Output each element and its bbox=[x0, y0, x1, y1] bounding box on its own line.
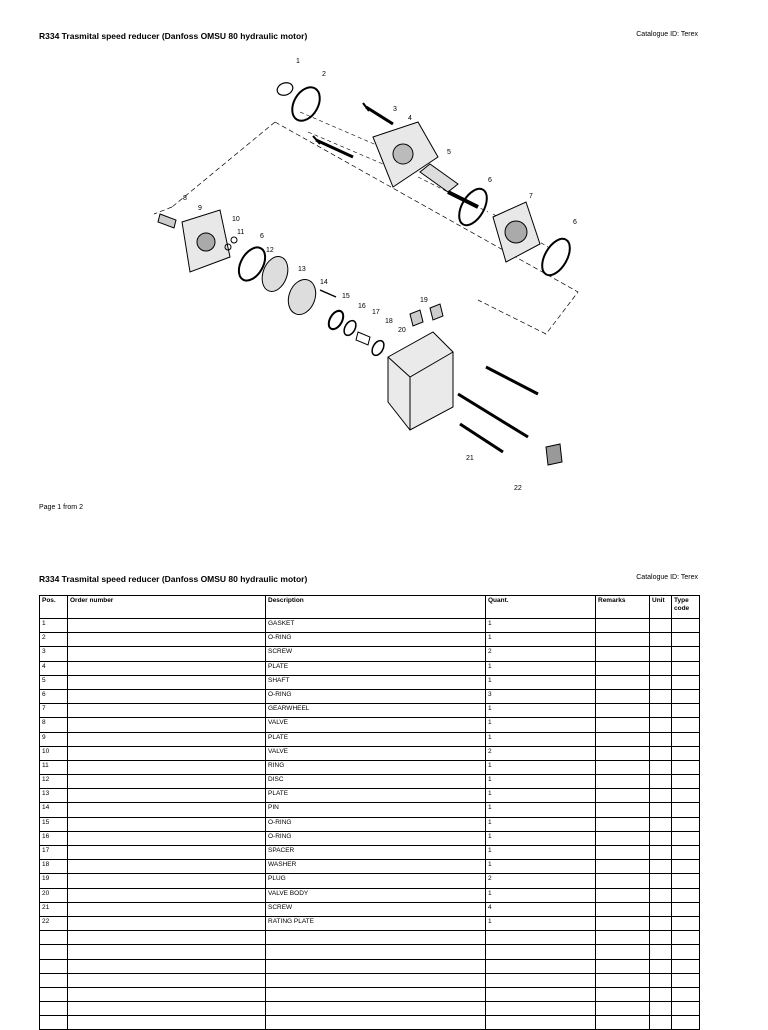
callout: 12 bbox=[266, 247, 274, 254]
table-cell-quant: 2 bbox=[486, 746, 596, 760]
table-cell-unit bbox=[650, 746, 672, 760]
table-cell-order bbox=[68, 775, 266, 789]
table-row bbox=[40, 633, 700, 647]
table-cell-empty bbox=[266, 931, 486, 945]
table-cell-type bbox=[672, 860, 700, 874]
table-cell-unit bbox=[650, 661, 672, 675]
table-row bbox=[40, 718, 700, 732]
table-header-row bbox=[40, 596, 700, 619]
table-cell-pos: 22 bbox=[40, 916, 68, 930]
table-cell-unit bbox=[650, 732, 672, 746]
table-cell-empty bbox=[486, 1016, 596, 1030]
table-cell-empty bbox=[672, 1016, 700, 1030]
table-cell-order bbox=[68, 661, 266, 675]
table-row bbox=[40, 803, 700, 817]
table-cell-empty bbox=[596, 1016, 650, 1030]
table-cell-empty bbox=[596, 987, 650, 1001]
table-cell-quant: 1 bbox=[486, 775, 596, 789]
table-cell-order bbox=[68, 619, 266, 633]
table-cell-empty bbox=[40, 959, 68, 973]
table-row-empty bbox=[40, 959, 700, 973]
table-cell-remarks bbox=[596, 803, 650, 817]
table-row-empty bbox=[40, 1002, 700, 1016]
table-cell-unit bbox=[650, 718, 672, 732]
table-cell-unit bbox=[650, 888, 672, 902]
callout: 5 bbox=[447, 149, 451, 156]
table-cell-empty bbox=[672, 973, 700, 987]
table-cell-remarks bbox=[596, 760, 650, 774]
catalogue-id: Catalogue ID: Terex bbox=[636, 31, 698, 38]
table-cell-order bbox=[68, 902, 266, 916]
table-cell-empty bbox=[486, 959, 596, 973]
table-cell-order bbox=[68, 916, 266, 930]
table-cell-empty bbox=[266, 1002, 486, 1016]
table-cell-pos: 3 bbox=[40, 647, 68, 661]
table-cell-type bbox=[672, 661, 700, 675]
callout: 17 bbox=[372, 309, 380, 316]
table-cell-empty bbox=[68, 959, 266, 973]
table-cell-empty bbox=[486, 945, 596, 959]
table-cell-type bbox=[672, 902, 700, 916]
table-row-empty bbox=[40, 987, 700, 1001]
table-row-empty bbox=[40, 1016, 700, 1030]
table-cell-pos: 16 bbox=[40, 831, 68, 845]
table-cell-order bbox=[68, 860, 266, 874]
table-cell-remarks bbox=[596, 846, 650, 860]
table-cell-order bbox=[68, 704, 266, 718]
table-cell-pos: 13 bbox=[40, 789, 68, 803]
table-cell-empty bbox=[650, 987, 672, 1001]
table-row bbox=[40, 746, 700, 760]
table-cell-remarks bbox=[596, 888, 650, 902]
table-row bbox=[40, 916, 700, 930]
table-cell-empty bbox=[486, 987, 596, 1001]
table-cell-desc: O-RING bbox=[266, 831, 486, 845]
table-cell-unit bbox=[650, 803, 672, 817]
table-cell-desc: RATING PLATE bbox=[266, 916, 486, 930]
table-cell-type bbox=[672, 689, 700, 703]
table-row bbox=[40, 661, 700, 675]
page-footer: Page 1 from 2 bbox=[39, 504, 83, 511]
table-cell-quant: 1 bbox=[486, 704, 596, 718]
table-cell-quant: 1 bbox=[486, 732, 596, 746]
table-cell-remarks bbox=[596, 675, 650, 689]
table-cell-empty bbox=[266, 987, 486, 1001]
table-cell-order bbox=[68, 675, 266, 689]
table-row bbox=[40, 704, 700, 718]
table-cell-type bbox=[672, 619, 700, 633]
table-cell-empty bbox=[650, 959, 672, 973]
table-cell-pos: 5 bbox=[40, 675, 68, 689]
table-cell-unit bbox=[650, 831, 672, 845]
table-cell-quant: 1 bbox=[486, 633, 596, 647]
table-cell-type bbox=[672, 846, 700, 860]
table-cell-desc: PLUG bbox=[266, 874, 486, 888]
table-cell-empty bbox=[40, 987, 68, 1001]
table-cell-quant: 1 bbox=[486, 619, 596, 633]
table-cell-pos: 1 bbox=[40, 619, 68, 633]
table-cell-remarks bbox=[596, 831, 650, 845]
table-cell-order bbox=[68, 760, 266, 774]
column-header-type: Type code bbox=[672, 596, 700, 619]
table-cell-remarks bbox=[596, 689, 650, 703]
table-row bbox=[40, 831, 700, 845]
table-cell-pos: 10 bbox=[40, 746, 68, 760]
table-cell-order bbox=[68, 746, 266, 760]
table-row bbox=[40, 619, 700, 633]
table-cell-empty bbox=[266, 973, 486, 987]
table-cell-quant: 1 bbox=[486, 661, 596, 675]
table-cell-empty bbox=[596, 1002, 650, 1016]
table-cell-desc: SHAFT bbox=[266, 675, 486, 689]
table-cell-desc: O-RING bbox=[266, 689, 486, 703]
table-cell-unit bbox=[650, 689, 672, 703]
table-cell-desc: SPACER bbox=[266, 846, 486, 860]
table-row bbox=[40, 846, 700, 860]
table-row bbox=[40, 732, 700, 746]
table-cell-order bbox=[68, 789, 266, 803]
table-cell-order bbox=[68, 831, 266, 845]
table-cell-remarks bbox=[596, 902, 650, 916]
table-cell-unit bbox=[650, 633, 672, 647]
table-cell-pos: 17 bbox=[40, 846, 68, 860]
table-cell-desc: GASKET bbox=[266, 619, 486, 633]
table-row bbox=[40, 860, 700, 874]
table-cell-remarks bbox=[596, 661, 650, 675]
page-title: R334 Trasmital speed reducer (Danfoss OMSU 80 hydraulic motor) bbox=[39, 31, 308, 41]
table-cell-order bbox=[68, 718, 266, 732]
table-cell-type bbox=[672, 775, 700, 789]
table-cell-order bbox=[68, 817, 266, 831]
table-row bbox=[40, 817, 700, 831]
table-cell-empty bbox=[40, 931, 68, 945]
table-cell-pos: 19 bbox=[40, 874, 68, 888]
table-cell-unit bbox=[650, 675, 672, 689]
callout: 9 bbox=[198, 205, 202, 212]
table-cell-remarks bbox=[596, 732, 650, 746]
table-cell-empty bbox=[650, 1016, 672, 1030]
catalogue-id-2: Catalogue ID: Terex bbox=[636, 574, 698, 581]
table-row-empty bbox=[40, 931, 700, 945]
table-row bbox=[40, 902, 700, 916]
table-cell-pos: 14 bbox=[40, 803, 68, 817]
table-cell-remarks bbox=[596, 619, 650, 633]
table-cell-quant: 1 bbox=[486, 817, 596, 831]
table-row bbox=[40, 789, 700, 803]
table-cell-pos: 6 bbox=[40, 689, 68, 703]
table-cell-type bbox=[672, 675, 700, 689]
table-cell-unit bbox=[650, 874, 672, 888]
table-cell-order bbox=[68, 689, 266, 703]
table-cell-desc: VALVE bbox=[266, 718, 486, 732]
table-cell-unit bbox=[650, 704, 672, 718]
table-cell-type bbox=[672, 704, 700, 718]
table-cell-desc: DISC bbox=[266, 775, 486, 789]
table-cell-unit bbox=[650, 902, 672, 916]
table-cell-desc: O-RING bbox=[266, 633, 486, 647]
table-cell-remarks bbox=[596, 916, 650, 930]
callout: 3 bbox=[393, 106, 397, 113]
table-cell-remarks bbox=[596, 647, 650, 661]
table-cell-quant: 1 bbox=[486, 760, 596, 774]
table-cell-remarks bbox=[596, 775, 650, 789]
callout: 11 bbox=[237, 229, 245, 236]
table-cell-type bbox=[672, 789, 700, 803]
table-cell-order bbox=[68, 803, 266, 817]
table-cell-empty bbox=[596, 973, 650, 987]
callout: 10 bbox=[232, 216, 240, 223]
table-row bbox=[40, 689, 700, 703]
table-cell-empty bbox=[68, 945, 266, 959]
table-cell-order bbox=[68, 647, 266, 661]
table-cell-quant: 1 bbox=[486, 789, 596, 803]
table-cell-order bbox=[68, 846, 266, 860]
table-row-empty bbox=[40, 973, 700, 987]
table-cell-quant: 1 bbox=[486, 718, 596, 732]
callout: 20 bbox=[398, 327, 406, 334]
table-cell-quant: 1 bbox=[486, 675, 596, 689]
table-cell-empty bbox=[650, 973, 672, 987]
column-header-description: Description bbox=[266, 596, 486, 619]
callout: 15 bbox=[342, 293, 350, 300]
table-cell-pos: 20 bbox=[40, 888, 68, 902]
table-cell-empty bbox=[68, 931, 266, 945]
callout: 6 bbox=[260, 233, 264, 240]
table-cell-type bbox=[672, 831, 700, 845]
table-cell-empty bbox=[650, 945, 672, 959]
table-cell-unit bbox=[650, 860, 672, 874]
callout: 4 bbox=[408, 115, 412, 122]
table-cell-pos: 7 bbox=[40, 704, 68, 718]
table-cell-empty bbox=[596, 945, 650, 959]
table-cell-quant: 1 bbox=[486, 916, 596, 930]
callout: 18 bbox=[385, 318, 393, 325]
callout: 13 bbox=[298, 266, 306, 273]
table-cell-desc: PLATE bbox=[266, 789, 486, 803]
table-cell-empty bbox=[266, 1016, 486, 1030]
table-row bbox=[40, 760, 700, 774]
table-cell-empty bbox=[650, 931, 672, 945]
table-cell-empty bbox=[40, 945, 68, 959]
callout: 22 bbox=[514, 485, 522, 492]
table-cell-remarks bbox=[596, 746, 650, 760]
table-cell-desc: SCREW bbox=[266, 902, 486, 916]
table-cell-type bbox=[672, 916, 700, 930]
parts-table bbox=[39, 595, 700, 1030]
table-cell-remarks bbox=[596, 860, 650, 874]
table-cell-pos: 18 bbox=[40, 860, 68, 874]
table-cell-unit bbox=[650, 619, 672, 633]
table-cell-pos: 4 bbox=[40, 661, 68, 675]
table-row bbox=[40, 888, 700, 902]
table-cell-type bbox=[672, 803, 700, 817]
callout: 19 bbox=[420, 297, 428, 304]
table-cell-type bbox=[672, 817, 700, 831]
table-cell-pos: 11 bbox=[40, 760, 68, 774]
table-cell-type bbox=[672, 647, 700, 661]
callout: 8 bbox=[183, 195, 187, 202]
callout: 21 bbox=[466, 455, 474, 462]
table-cell-empty bbox=[672, 959, 700, 973]
table-row-empty bbox=[40, 945, 700, 959]
table-cell-unit bbox=[650, 817, 672, 831]
table-cell-empty bbox=[672, 1002, 700, 1016]
table-cell-unit bbox=[650, 916, 672, 930]
table-cell-empty bbox=[40, 973, 68, 987]
callout: 1 bbox=[296, 58, 300, 65]
table-cell-pos: 15 bbox=[40, 817, 68, 831]
table-cell-unit bbox=[650, 647, 672, 661]
table-cell-quant: 1 bbox=[486, 831, 596, 845]
table-cell-empty bbox=[650, 1002, 672, 1016]
table-cell-quant: 1 bbox=[486, 888, 596, 902]
table-cell-quant: 4 bbox=[486, 902, 596, 916]
table-cell-unit bbox=[650, 760, 672, 774]
table-cell-remarks bbox=[596, 704, 650, 718]
table-cell-quant: 3 bbox=[486, 689, 596, 703]
table-cell-order bbox=[68, 874, 266, 888]
table-cell-empty bbox=[68, 1002, 266, 1016]
table-row bbox=[40, 675, 700, 689]
table-cell-desc: VALVE bbox=[266, 746, 486, 760]
callout: 14 bbox=[320, 279, 328, 286]
table-cell-empty bbox=[486, 931, 596, 945]
table-cell-empty bbox=[672, 987, 700, 1001]
table-cell-desc: PLATE bbox=[266, 732, 486, 746]
table-cell-desc: SCREW bbox=[266, 647, 486, 661]
table-cell-type bbox=[672, 874, 700, 888]
table-cell-empty bbox=[672, 931, 700, 945]
table-cell-quant: 1 bbox=[486, 860, 596, 874]
table-cell-type bbox=[672, 718, 700, 732]
table-cell-remarks bbox=[596, 718, 650, 732]
table-cell-empty bbox=[266, 945, 486, 959]
table-cell-pos: 2 bbox=[40, 633, 68, 647]
exploded-view-drawing bbox=[148, 52, 594, 492]
page-title-2: R334 Trasmital speed reducer (Danfoss OMSU 80 hydraulic motor) bbox=[39, 574, 308, 584]
table-cell-order bbox=[68, 732, 266, 746]
table-cell-type bbox=[672, 760, 700, 774]
table-cell-pos: 21 bbox=[40, 902, 68, 916]
table-cell-empty bbox=[40, 1002, 68, 1016]
callout: 7 bbox=[529, 193, 533, 200]
column-header-quantity: Quant. bbox=[486, 596, 596, 619]
column-header-order: Order number bbox=[68, 596, 266, 619]
table-cell-desc: PLATE bbox=[266, 661, 486, 675]
table-cell-type bbox=[672, 888, 700, 902]
table-row bbox=[40, 647, 700, 661]
table-cell-desc: VALVE BODY bbox=[266, 888, 486, 902]
table-cell-empty bbox=[40, 1016, 68, 1030]
table-row bbox=[40, 775, 700, 789]
table-cell-remarks bbox=[596, 789, 650, 803]
table-cell-empty bbox=[596, 959, 650, 973]
table-cell-empty bbox=[596, 931, 650, 945]
table-cell-type bbox=[672, 746, 700, 760]
column-header-unit: Unit bbox=[650, 596, 672, 619]
table-cell-desc: O-RING bbox=[266, 817, 486, 831]
table-cell-unit bbox=[650, 789, 672, 803]
table-cell-empty bbox=[672, 945, 700, 959]
table-cell-desc: RING bbox=[266, 760, 486, 774]
table-cell-desc: GEARWHEEL bbox=[266, 704, 486, 718]
callout: 6 bbox=[488, 177, 492, 184]
table-cell-desc: PIN bbox=[266, 803, 486, 817]
table-cell-empty bbox=[486, 973, 596, 987]
table-cell-unit bbox=[650, 775, 672, 789]
table-cell-order bbox=[68, 888, 266, 902]
table-cell-remarks bbox=[596, 817, 650, 831]
table-cell-empty bbox=[68, 973, 266, 987]
table-cell-quant: 2 bbox=[486, 874, 596, 888]
callout: 16 bbox=[358, 303, 366, 310]
callout: 2 bbox=[322, 71, 326, 78]
table-cell-pos: 12 bbox=[40, 775, 68, 789]
table-cell-quant: 2 bbox=[486, 647, 596, 661]
table-cell-empty bbox=[68, 987, 266, 1001]
column-header-remarks: Remarks bbox=[596, 596, 650, 619]
table-cell-unit bbox=[650, 846, 672, 860]
table-row bbox=[40, 874, 700, 888]
table-cell-order bbox=[68, 633, 266, 647]
table-cell-type bbox=[672, 633, 700, 647]
table-cell-pos: 8 bbox=[40, 718, 68, 732]
table-cell-desc: WASHER bbox=[266, 860, 486, 874]
table-cell-remarks bbox=[596, 633, 650, 647]
table-cell-empty bbox=[266, 959, 486, 973]
table-cell-empty bbox=[486, 1002, 596, 1016]
table-cell-empty bbox=[68, 1016, 266, 1030]
table-cell-quant: 1 bbox=[486, 846, 596, 860]
table-cell-remarks bbox=[596, 874, 650, 888]
table-cell-quant: 1 bbox=[486, 803, 596, 817]
table-cell-type bbox=[672, 732, 700, 746]
column-header-pos: Pos. bbox=[40, 596, 68, 619]
table-cell-pos: 9 bbox=[40, 732, 68, 746]
callout: 6 bbox=[573, 219, 577, 226]
